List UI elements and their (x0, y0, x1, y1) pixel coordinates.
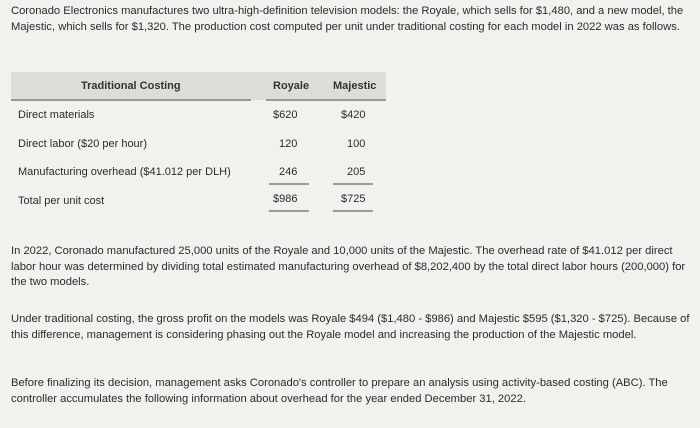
table-header-royale: Royale (273, 80, 310, 92)
row-label-total: Total per unit cost (18, 195, 105, 207)
total-rule-majestic (333, 210, 373, 212)
abc-paragraph: Before finalizing its decision, management asks Coronado's controller to prepare an analysis using activity-based costing (ABC). The controller accumulates the following information about overhead for the year ended December 31, 2022. (11, 377, 668, 405)
row-value-royale-total: $986 (273, 193, 298, 205)
row-label-direct-materials: Direct materials (18, 109, 95, 121)
row-value-royale-materials: $620 (273, 109, 298, 121)
table-header-label: Traditional Costing (81, 80, 181, 92)
table-header-band (11, 72, 386, 100)
table-header-majestic: Majestic (333, 80, 377, 92)
traditional-costing-table (11, 72, 386, 217)
total-rule-royale (269, 210, 309, 212)
subtotal-rule-majestic (333, 183, 373, 185)
row-value-majestic-materials: $420 (341, 109, 366, 121)
header-divider (11, 99, 251, 101)
row-value-majestic-overhead: 205 (347, 166, 366, 178)
gross-profit-paragraph: Under traditional costing, the gross profit on the models was Royale $494 ($1,480 - $986) and Majestic $595 ($1,320 - $725). Because of this difference, management is considering phasing out the Royale model and increasing the production of the Majestic model. (11, 313, 690, 341)
intro-paragraph: Coronado Electronics manufactures two ultra-high-definition television models: the Royale, which sells for $1,480, and a new model, the Majestic, which sells for $1,320. The production cost computed per unit under traditional costing for each model in 2022 was as follows. (11, 5, 684, 33)
production-paragraph: In 2022, Coronado manufactured 25,000 units of the Royale and 10,000 units of the Majestic. The overhead rate of $41.012 per direct labor hour was determined by dividing total estimated manufacturing overhead of $8,202,400 by the total direct labor hours (200,000) for the two models. (11, 245, 686, 288)
row-label-overhead: Manufacturing overhead ($41.012 per DLH) (18, 166, 231, 178)
row-value-royale-overhead: 246 (279, 166, 298, 178)
row-value-majestic-labor: 100 (347, 138, 366, 150)
row-label-direct-labor: Direct labor ($20 per hour) (18, 138, 148, 150)
row-value-royale-labor: 120 (279, 138, 298, 150)
row-value-majestic-total: $725 (341, 193, 366, 205)
subtotal-rule-royale (269, 183, 309, 185)
header-divider-values (266, 99, 386, 101)
